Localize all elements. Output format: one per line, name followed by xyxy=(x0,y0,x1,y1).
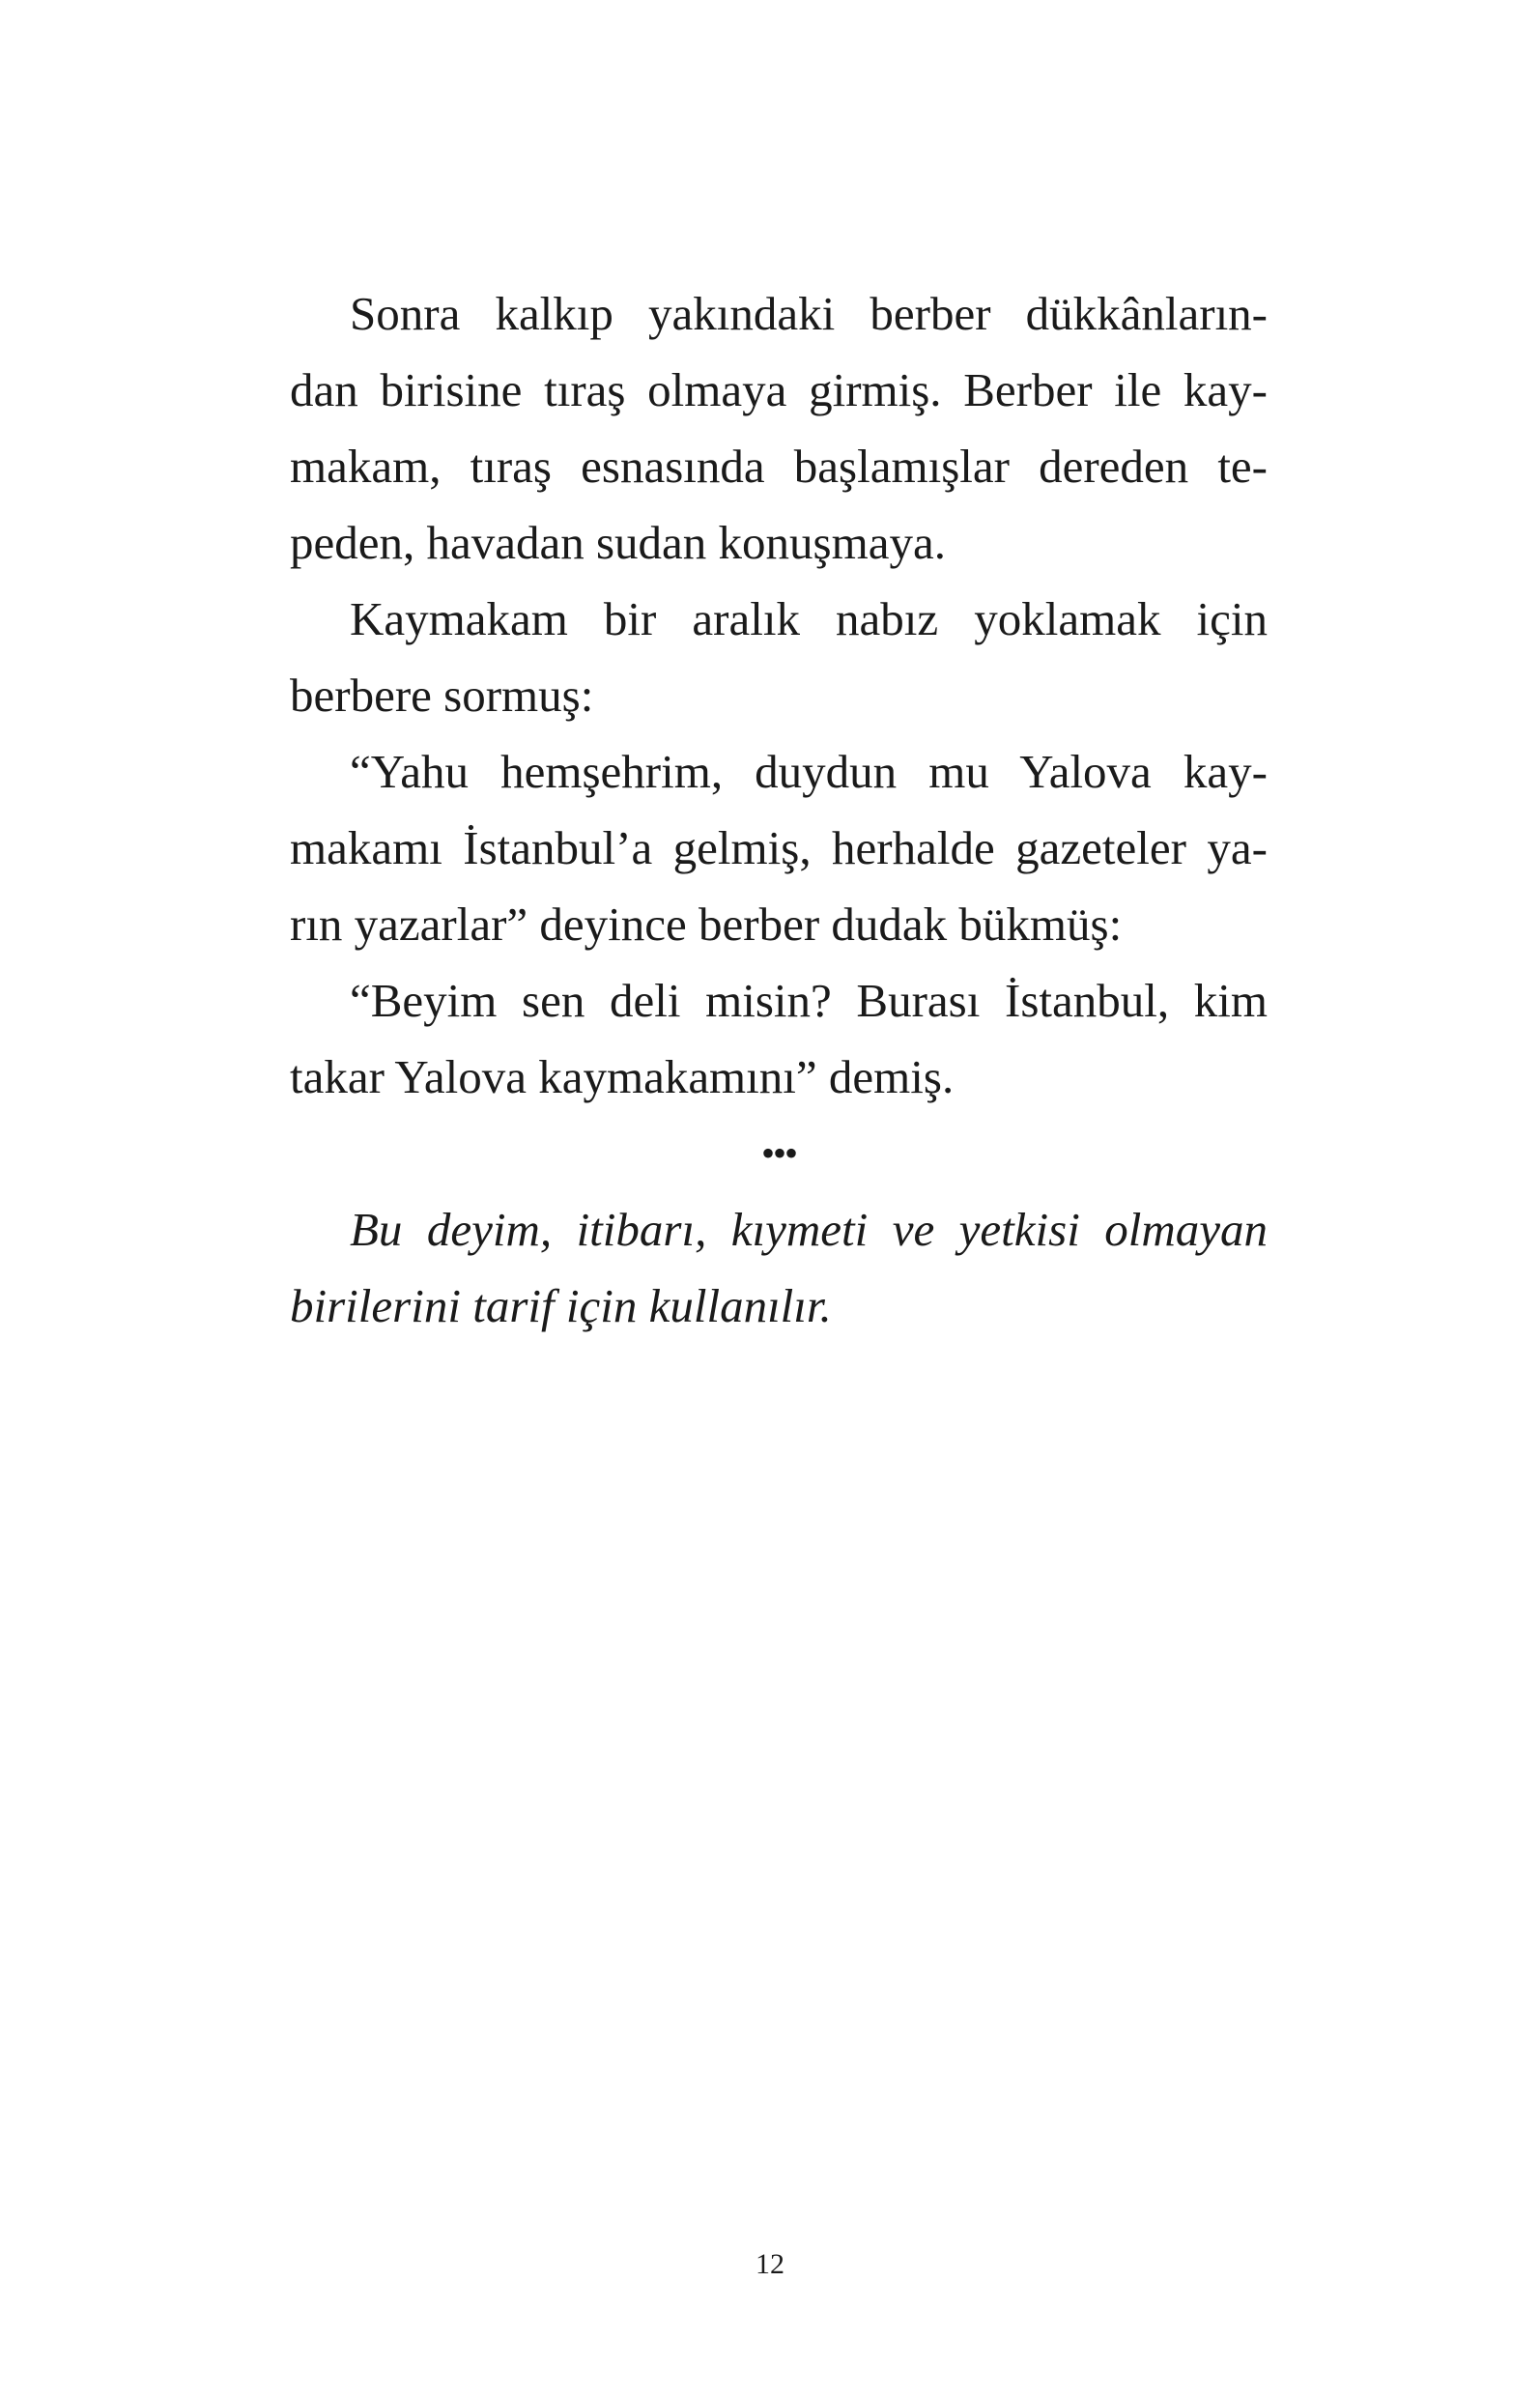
text-line: “Beyim sen deli misin? Burası İstanbul, kim xyxy=(350,974,1268,1027)
paragraph-2 xyxy=(290,581,1268,733)
text-line: berbere sormuş: xyxy=(290,669,594,722)
text-line: makamı İstanbul’a gelmiş, herhalde gazeteler ya- xyxy=(290,821,1268,874)
text-line: dan birisine tıraş olmaya girmiş. Berber ile kay- xyxy=(290,363,1268,416)
text-line: takar Yalova kaymakamını” demiş. xyxy=(290,1050,955,1103)
text-line: Bu deyim, itibarı, kıymeti ve yetkisi olmayan xyxy=(350,1203,1268,1256)
text-line: Kaymakam bir aralık nabız yoklamak için xyxy=(350,592,1268,645)
text-line: “Yahu hemşehrim, duydun mu Yalova kay- xyxy=(350,745,1268,798)
text-line: rın yazarlar” deyince berber dudak bükmüş: xyxy=(290,898,1123,951)
text-line: makam, tıraş esnasında başlamışlar dereden te- xyxy=(290,440,1268,493)
page-number: 12 xyxy=(756,2248,784,2280)
paragraph-1 xyxy=(290,275,1268,581)
paragraph-4 xyxy=(290,962,1268,1115)
idiom-note xyxy=(290,1191,1268,1344)
text-line: birilerini tarif için kullanılır. xyxy=(290,1279,832,1332)
section-separator: ••• xyxy=(760,1131,796,1175)
paragraph-3 xyxy=(290,733,1268,962)
body-text xyxy=(290,275,1268,1344)
text-line: Sonra kalkıp yakındaki berber dükkânların- xyxy=(350,287,1268,340)
text-line: peden, havadan sudan konuşmaya. xyxy=(290,516,946,569)
